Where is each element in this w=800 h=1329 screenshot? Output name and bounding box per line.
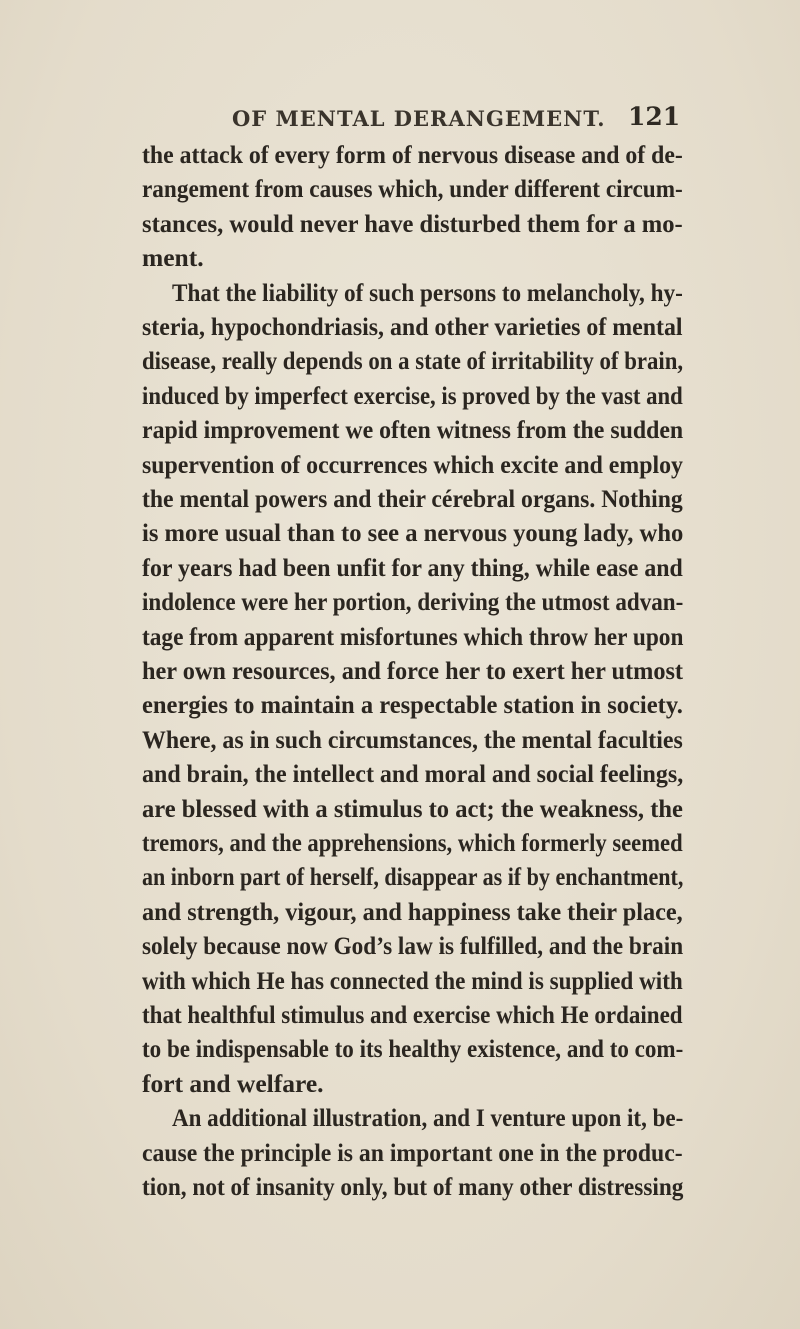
text-line: are blessed with a stimulus to act; the weakness, the [142, 793, 683, 823]
text-line: cause the principle is an important one in the produc- [142, 1137, 683, 1167]
text-line: ment. [142, 243, 204, 273]
page-number: 121 [628, 102, 681, 131]
text-line: is more usual than to see a nervous young lady, who [142, 518, 684, 548]
text-line: with which He has connected the mind is supplied with [142, 965, 683, 995]
text-line: disease, really depends on a state of irritability of brain, [142, 346, 684, 376]
text-line: indolence were her portion, deriving the utmost advan- [142, 587, 684, 617]
text-line: the mental powers and their cérebral organs. Nothing [142, 484, 683, 513]
text-line: that healthful stimulus and exercise which He ordained [142, 1000, 683, 1029]
text-line: for years had been unfit for any thing, while ease and [142, 552, 683, 582]
text-line: to be indispensable to its healthy existence, and to com- [142, 1034, 684, 1064]
text-line: an inborn part of herself, disappear as if by enchantment, [142, 862, 684, 892]
text-line: tremors, and the apprehensions, which formerly seemed [142, 828, 683, 857]
text-line: tage from apparent misfortunes which throw her upon [142, 621, 684, 651]
text-line: fort and welfare. [142, 1068, 324, 1098]
text-line: and strength, vigour, and happiness take their place, [142, 896, 683, 926]
running-title: OF MENTAL DERANGEMENT. [232, 106, 606, 131]
text-line: energies to maintain a respectable station in society. [142, 690, 683, 720]
text-line: rangement from causes which, under different circum- [142, 174, 683, 204]
text-line: solely because now God’s law is fulfilled, and the brain [142, 931, 684, 961]
text-line: induced by imperfect exercise, is proved by the vast and [142, 380, 683, 410]
text-line: the attack of every form of nervous disease and of de- [142, 140, 683, 169]
text-line: stances, would never have disturbed them for a mo- [142, 208, 683, 238]
page-header [0, 102, 800, 136]
text-line: her own resources, and force her to exert her utmost [142, 656, 684, 685]
text-line: steria, hypochondriasis, and other varieties of mental [142, 312, 683, 341]
text-line: and brain, the intellect and moral and social feelings, [142, 759, 684, 789]
text-line: An additional illustration, and I venture upon it, be- [172, 1103, 684, 1133]
text-line: That the liability of such persons to melancholy, hy- [172, 277, 683, 307]
text-line: supervention of occurrences which excite and employ [142, 449, 683, 479]
text-line: Where, as in such circumstances, the mental faculties [142, 724, 683, 754]
text-line: tion, not of insanity only, but of many other distressing [142, 1172, 684, 1201]
text-line: rapid improvement we often witness from the sudden [142, 415, 684, 445]
